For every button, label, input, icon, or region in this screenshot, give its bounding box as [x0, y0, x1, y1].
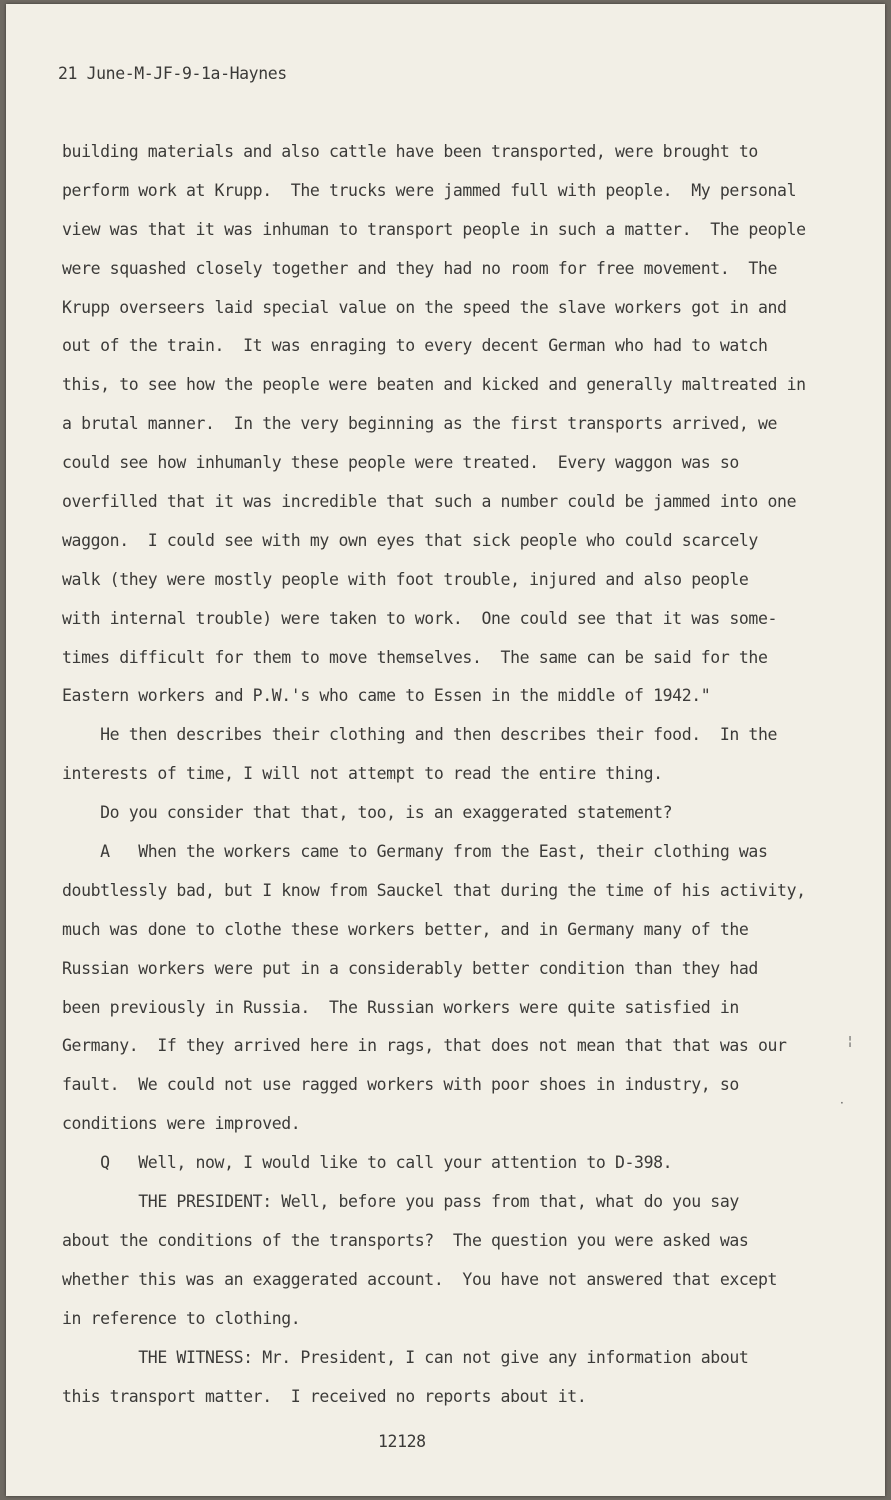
text-line: about the conditions of the transports? The question you were asked was [62, 1230, 749, 1250]
page-header: 21 June-M-JF-9-1a-Haynes [58, 64, 287, 83]
text-line: walk (they were mostly people with foot trouble, injured and also people [62, 569, 749, 589]
text-line: A When the workers came to Germany from the East, their clothing was [62, 842, 768, 862]
transcript-body [62, 133, 832, 1416]
text-line: times difficult for them to move themselves. The same can be said for the [62, 647, 768, 667]
text-line: with internal trouble) were taken to work. One could see that it was some- [62, 608, 778, 628]
margin-mark: ¦ [848, 1034, 853, 1048]
text-line: conditions were improved. [62, 1114, 301, 1134]
text-line: Do you consider that that, too, is an exaggerated statement? [62, 803, 673, 823]
text-line: overfilled that it was incredible that such a number could be jammed into one [62, 492, 797, 512]
text-line: fault. We could not use ragged workers with poor shoes in industry, so [62, 1075, 739, 1095]
text-line: could see how inhumanly these people were treated. Every waggon was so [62, 453, 739, 473]
text-line: this transport matter. I received no reports about it. [62, 1386, 587, 1406]
text-line: doubtlessly bad, but I know from Sauckel that during the time of his activity, [62, 880, 806, 900]
document-page [6, 4, 885, 1496]
text-line: Eastern workers and P.W.'s who came to Essen in the middle of 1942." [62, 686, 711, 706]
text-line: Russian workers were put in a considerably better condition than they had [62, 958, 758, 978]
text-line: were squashed closely together and they had no room for free movement. The [62, 258, 778, 278]
text-line: been previously in Russia. The Russian workers were quite satisfied in [62, 997, 739, 1017]
text-line: perform work at Krupp. The trucks were jammed full with people. My personal [62, 180, 797, 200]
text-line: a brutal manner. In the very beginning as the first transports arrived, we [62, 414, 778, 434]
text-line: Krupp overseers laid special value on the speed the slave workers got in and [62, 297, 787, 317]
text-line: THE PRESIDENT: Well, before you pass from that, what do you say [62, 1192, 739, 1212]
text-line: building materials and also cattle have been transported, were brought to [62, 142, 758, 161]
text-line: Q Well, now, I would like to call your attention to D-398. [62, 1153, 673, 1173]
text-line: in reference to clothing. [62, 1308, 301, 1328]
text-line: this, to see how the people were beaten and kicked and generally maltreated in [62, 375, 806, 395]
text-line: out of the train. It was enraging to every decent German who had to watch [62, 336, 768, 356]
text-line: interests of time, I will not attempt to read the entire thing. [62, 764, 663, 784]
text-line: whether this was an exaggerated account. You have not answered that except [62, 1269, 778, 1289]
text-line: He then describes their clothing and then describes their food. In the [62, 725, 778, 745]
text-line: THE WITNESS: Mr. President, I can not give any information about [62, 1347, 749, 1367]
text-line: view was that it was inhuman to transport people in such a matter. The people [62, 219, 806, 239]
text-line: much was done to clothe these workers better, and in Germany many of the [62, 919, 749, 939]
page-number: 12128 [378, 1432, 426, 1451]
text-line: Germany. If they arrived here in rags, that does not mean that that was our [62, 1036, 787, 1056]
text-line: waggon. I could see with my own eyes that sick people who could scarcely [62, 530, 758, 550]
margin-mark: · [840, 1096, 844, 1110]
